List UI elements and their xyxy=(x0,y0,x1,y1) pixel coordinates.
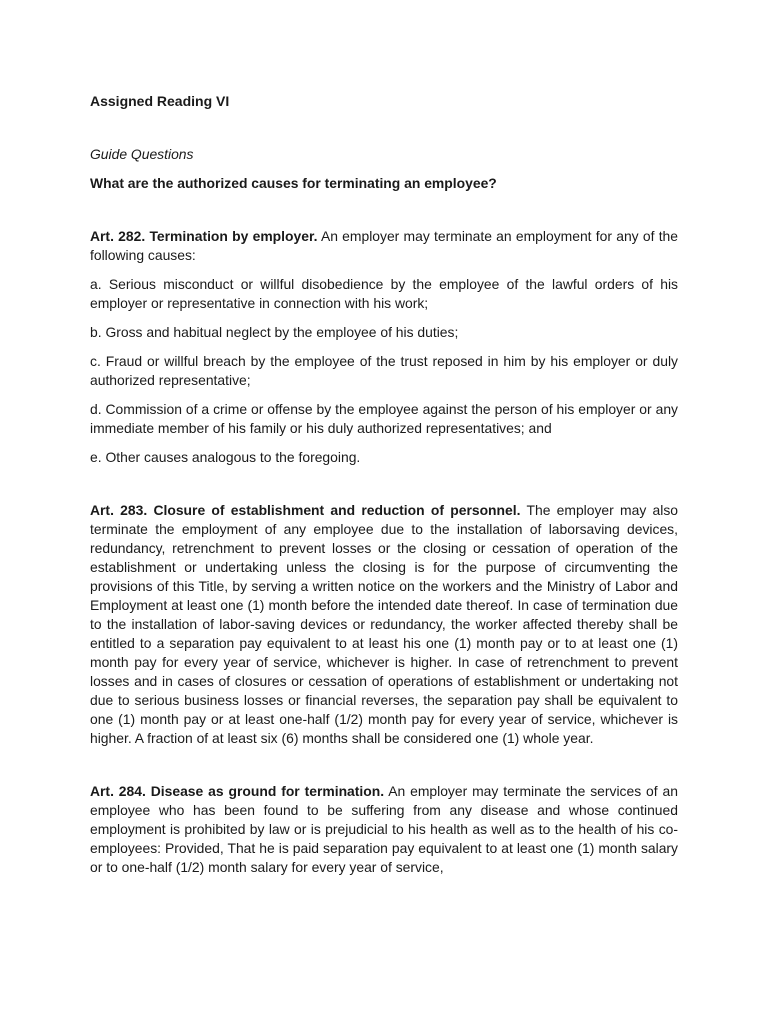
article-282-item-e: e. Other causes analogous to the foregoing. xyxy=(90,449,361,465)
article-282-intro xyxy=(90,227,678,265)
article-284-body xyxy=(90,782,678,877)
article-284-text: An employer may terminate the services of an employee who has been found to be suffering from any disease and whose continued employment is prohibited by law or is prejudicial to his health as well as to the health of his co-employees: Provided, That he is paid separation pay equivalent to at least one (1) month salary or to one-half (1/2) month salary for every year of service, xyxy=(90,783,678,875)
article-282-heading: Art. 282. Termination by employer. xyxy=(90,228,318,244)
document-page xyxy=(90,92,678,887)
article-282-item-a: a. Serious misconduct or willful disobedience by the employee of the lawful orders of his employer or representative in connection with his work; xyxy=(90,276,678,311)
article-283-text: The employer may also terminate the employment of any employee due to the installation of laborsaving devices, redundancy, retrenchment to prevent losses or the closing or cessation of operation of the establishment or undertaking unless the closing is for the purpose of circumventing the provisions of this Title, by serving a written notice on the workers and the Ministry of Labor and Employment at least one (1) month before the intended date thereof. In case of termination due to the installation of labor-saving devices or redundancy, the worker affected thereby shall be entitled to a separation pay equivalent to at least his one (1) month pay or to at least one (1) month pay for every year of service, whichever is higher. In case of retrenchment to prevent losses and in cases of closures or cessation of operations of establishment or undertaking not due to serious business losses or financial reverses, the separation pay shall be equivalent to one (1) month pay or at least one-half (1/2) month pay for every year of service, whichever is higher. A fraction of at least six (6) months shall be considered one (1) whole year. xyxy=(90,502,679,746)
article-283-heading: Art. 283. Closure of establishment and reduction of personnel. xyxy=(90,502,521,518)
article-284-heading: Art. 284. Disease as ground for termination. xyxy=(90,783,385,799)
document-subtitle: Guide Questions xyxy=(90,146,194,162)
article-282 xyxy=(90,227,678,467)
article-282-item-d: d. Commission of a crime or offense by the employee against the person of his employer or any immediate member of his family or his duly authorized representatives; and xyxy=(90,401,678,436)
article-282-item-b: b. Gross and habitual neglect by the employee of his duties; xyxy=(90,324,459,340)
article-283 xyxy=(90,501,678,748)
article-283-body xyxy=(90,501,678,748)
article-284 xyxy=(90,782,678,877)
article-282-intro-text: An employer may terminate an employment for any of the following causes: xyxy=(90,228,679,263)
article-282-item-c: c. Fraud or willful breach by the employee of the trust reposed in him by his employer or duly authorized representative; xyxy=(90,353,678,388)
document-title: Assigned Reading VI xyxy=(90,93,230,109)
guide-question: What are the authorized causes for terminating an employee? xyxy=(90,175,497,191)
